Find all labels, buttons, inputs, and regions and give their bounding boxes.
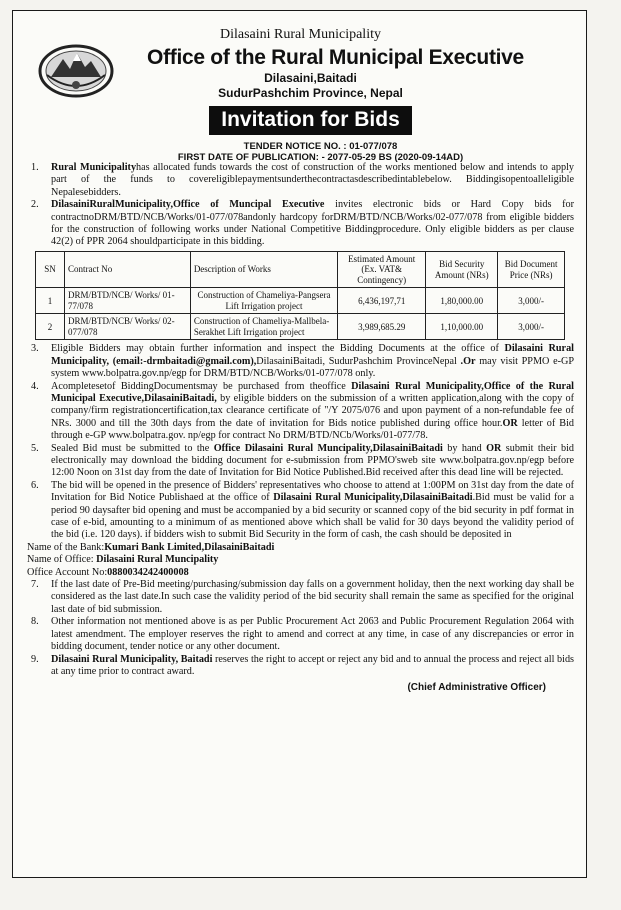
- nepal-emblem-icon: [37, 41, 115, 99]
- table-row: 1 DRM/BTD/NCB/ Works/ 01-77/078 Construction of Chameliya-Pangsera Lift Irrigation project 6,436,197,71 1,80,000.00 3,000/-: [36, 288, 565, 314]
- table-row: 2 DRM/BTD/NCB/ Works/ 02-077/078 Construction of Chameliya-Mallbela-Serakhet Lift Irrigation project 3,989,685.29 1,10,000.00 3,000/-: [36, 314, 565, 340]
- signature-line: (Chief Administrative Officer): [407, 682, 546, 694]
- col-bid-security: Bid Security Amount (NRs): [426, 251, 498, 288]
- address-line-2: SudurPashchim Province, Nepal: [218, 86, 403, 100]
- clause-7: 7. If the last date of Pre-Bid meeting/purchasing/submission day falls on a government holiday, then the next working day shall be considered as the last date.In such case the validity period of the bid security shall remain the same as specified for the original last date of bid submission.: [31, 579, 574, 615]
- notice-page: [12, 10, 587, 878]
- clause-9: 9. Dilasaini Rural Municipality, Baitadi reserves the right to accept or reject any bid and to annual the process and reject all bids at any time prior to contract award.: [31, 653, 575, 677]
- bank-name-line: Name of the Bank:Kumari Bank Limited,DilasainiBaitadi: [27, 541, 275, 553]
- office-title: Office of the Rural Municipal Executive: [147, 46, 524, 69]
- col-contract-no: Contract No: [65, 251, 191, 288]
- clause-4: 4. Acompletesetof BiddingDocumentsmay be purchased from theoffice Dilasaini Rural Municipality,Office of the Rural Municipal Executive,DilasainiBaitadi, by eligible bidders on the submission of a written application,along with the copy of company/firm registrationcertification,tax clearance certificate of "/Y 2075/076 and upon payment of a non-refundable fee of NRs. 3000 and till the 30th days from the date of invitation for Bids notice published during office hour.OR letter of Bid through e-GP www.bolpatra.gov. np/egp for contract No DRM/BTD/NCb/Works/01-077/78.: [31, 380, 574, 442]
- col-description: Description of Works: [190, 251, 337, 288]
- account-number-line: Office Account No:0880034242400008: [27, 566, 189, 578]
- table-header-row: [36, 251, 565, 288]
- office-name-line: Name of Office: Dilasaini Rural Muncipality: [27, 554, 219, 566]
- col-estimated-amount: Estimated Amount (Ex. VAT& Contingency): [338, 251, 426, 288]
- col-document-price: Bid Document Price (NRs): [498, 251, 565, 288]
- clause-1: 1. Rural Municipalityhas allocated funds towards the cost of construction of the works mentioned below and intends to apply part of the funds to covereligiblepaymentsunderthecontractasdescribedintablebelow. Biddingisopentoalleligible Nepalesebidders.: [31, 162, 574, 198]
- clause-6: 6. The bid will be opened in the presence of Bidders' representatives who choose to attend at 1:00PM on 31st day from the date of Invitation for Bid Notice Publishaed at the office of Dilasaini Rural Municipality,DilasainiBaitadi.Bid must be valid for a period 90 daysafter bid opening and must be accompanied by a bid security or scanned copy of the bid security in pdf format in case of e-bid, amounting to a minimum of as mentioned above which shall be valid for 30 days beyond the validity period of the bid (i.e. 120 days). if bidders wish to submit Bid Security in the form of cash, the cash should be deposited in: [31, 479, 574, 541]
- contracts-table: [35, 251, 565, 341]
- municipality-name: Dilasaini Rural Municipality: [220, 27, 381, 42]
- clause-2: 2. DilasainiRuralMunicipality,Office of Muncipal Executive invites electronic bids or Hard Copy bids for contractnoDRM/BTD/NCB/Works/01-077/078andonly hardcopy forDRM/BTD/NCB/Works/02-077/078 from eligible bidders for the construction of following works under National Competitive Biddingprocedure. Only eligible bidders as per clause 42(2) of PPR 2064 shouldparticipate in this bidding.: [31, 199, 574, 248]
- clause-5: 5. Sealed Bid must be submitted to the Office Dilasaini Rural Muncipality,DilasainiBaitadi by hand OR submit their bid electronically may download the bidding document for e-submission from PPMO'sweb site www.bolpatra.gov.np/egp before 12:00 Noon on 31st day from the date of Invitation for Bid Notice Published.Bid received after this dead line will be rejected.: [31, 442, 574, 479]
- tender-notice-number: TENDER NOTICE NO. : 01-077/078: [243, 141, 398, 152]
- clause-8: 8. Other information not mentioned above is as per Public Procurement Act 2063 and Public Procurement Regulation 2064 with latest amendment. The employer reserves the right to amend and correct at any time, in case of any discrepancies or error in bidding document, tender notice or any other document.: [31, 616, 574, 653]
- clause-3: 3. Eligible Bidders may obtain further information and inspect the Bidding Documents at the office of Dilasaini Rural Municipality, (email:-drmbaitadi@gmail.com),DilasainiBaitadi, SudurPashchim ProvinceNepal .Or may visit PPMO e-GP system www.bolpatra.gov.np/egp for DRM/BTD/NCB/Works/01-077/078 only.: [31, 343, 575, 380]
- notice-header: [27, 27, 574, 162]
- col-sn: SN: [36, 251, 65, 288]
- invitation-banner: Invitation for Bids: [209, 106, 412, 135]
- publication-date: FIRST DATE OF PUBLICATION: - 2077-05-29 BS (2020-09-14AD): [177, 152, 464, 163]
- address-line-1: Dilasaini,Baitadi: [264, 71, 357, 85]
